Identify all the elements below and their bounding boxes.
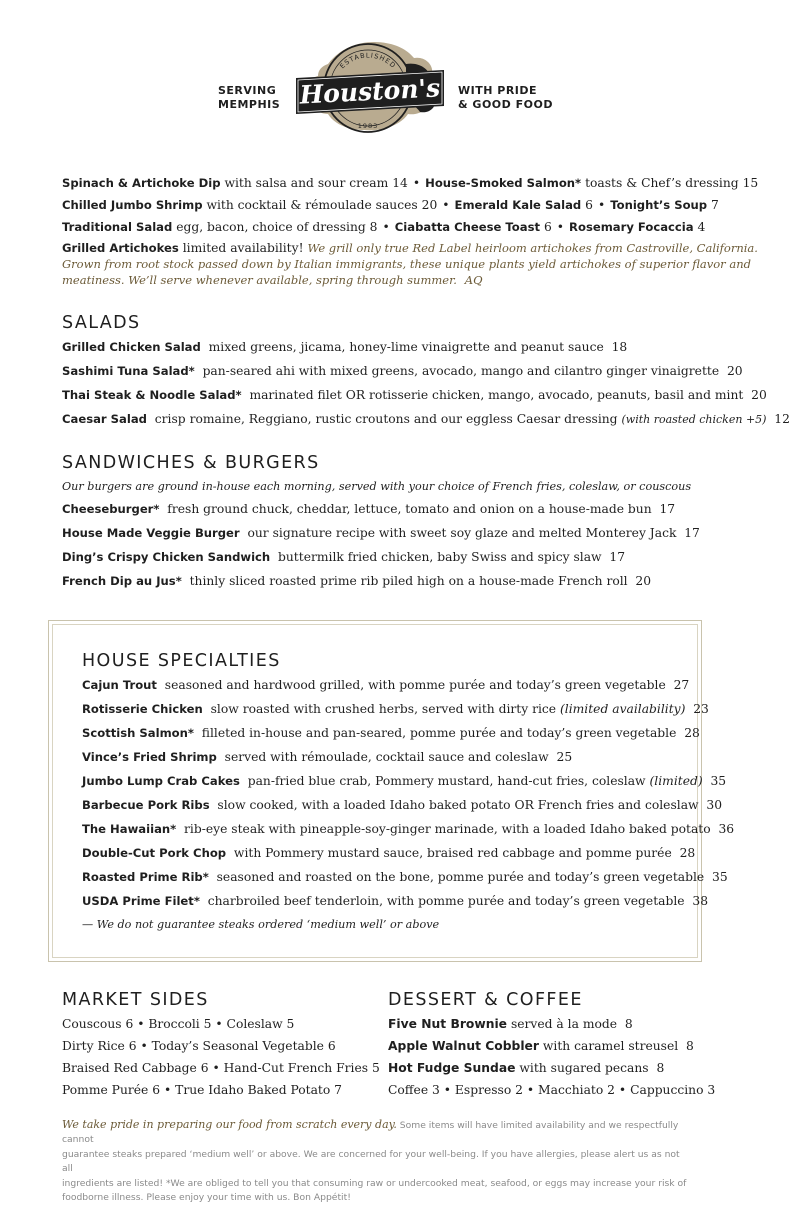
menu-item-price: 20 (751, 388, 767, 402)
menu-item-name: Rotisserie Chicken (82, 702, 203, 716)
with-pride-tag (458, 84, 558, 112)
menu-item-price: 8 (656, 1061, 665, 1075)
menu-item-price: 7 (711, 198, 719, 212)
menu-item-name: French Dip au Jus* (62, 574, 182, 588)
specialty-item (82, 748, 572, 766)
menu-item-price: 28 (684, 726, 700, 740)
menu-item-name: Grilled Chicken Salad (62, 340, 201, 354)
specialty-item (82, 772, 726, 790)
menu-item-name: Double-Cut Pork Chop (82, 846, 227, 860)
menu-item-sashimi-tuna-salad (62, 362, 743, 380)
menu-item-price: 27 (673, 678, 690, 692)
menu-item-price: 36 (718, 822, 735, 836)
menu-item-name: Caesar Salad (62, 412, 147, 426)
specialty-item (82, 796, 722, 814)
specialty-item (82, 724, 700, 742)
menu-item-desc: filleted in-house and pan-seared, pomme purée and today’s green vegetable (201, 726, 677, 740)
dessert-heading: DESSERT & COFFEE (388, 990, 583, 1010)
menu-item-price: 20 (421, 198, 438, 212)
specialties-heading: HOUSE SPECIALTIES (82, 651, 281, 671)
logo-established-text: ESTABLISHED (338, 51, 398, 71)
logo-year: 1983 (357, 122, 379, 130)
menu-item-desc: pan-seared ahi with mixed greens, avocado, mango and cilantro ginger vinaigrette (202, 364, 720, 378)
salads-heading: SALADS (62, 313, 141, 333)
menu-item-desc: seasoned and roasted on the bone, pomme purée and today’s green vegetable (216, 870, 705, 884)
menu-item-price: 12 (774, 412, 790, 426)
footer-lead: We take pride in preparing our food from scratch every day. (62, 1118, 397, 1131)
menu-item-price: 20 (726, 364, 743, 378)
menu-item-desc: our signature recipe with sweet soy glaze and melted Monterey Jack (247, 526, 677, 540)
menu-item-desc: pan-fried blue crab, Pommery mustard, hand-cut fries, coleslaw (247, 774, 646, 788)
specialty-item (82, 820, 734, 838)
menu-item-name: Barbecue Pork Ribs (82, 798, 210, 812)
menu-item-price: 6 (543, 220, 552, 234)
specialty-item (82, 868, 728, 886)
menu-item-name: Traditional Salad (62, 220, 173, 234)
menu-item-name: Ciabatta Cheese Toast (394, 220, 541, 234)
starters-row-1: Spinach & Artichoke Dip with salsa and sour cream 14 • House-Smoked Salmon* toasts & Chef’s dressing 15 (62, 176, 759, 190)
menu-item-name: Hot Fudge Sundae (388, 1061, 516, 1075)
sides-row: Dirty Rice 6 • Today’s Seasonal Vegetable 6 (62, 1039, 336, 1053)
menu-item-desc: egg, bacon, choice of dressing (176, 220, 366, 234)
menu-item-desc: with Pommery mustard sauce, braised red cabbage and pomme purée (233, 846, 672, 860)
menu-item-price: 15 (742, 176, 759, 190)
menu-item-desc: slow roasted with crushed herbs, served with dirty rice (210, 702, 557, 716)
houstons-logo (288, 34, 452, 142)
menu-item-name: Ding’s Crispy Chicken Sandwich (62, 550, 271, 564)
menu-item-name: Rosemary Focaccia (569, 220, 694, 234)
menu-item-desc: with caramel streusel (542, 1039, 679, 1053)
menu-item-desc: with sugared pecans (519, 1061, 649, 1075)
dessert-list (388, 1013, 715, 1101)
sides-row: Pomme Purée 6 • True Idaho Baked Potato 7 (62, 1083, 343, 1097)
menu-item-name: Tonight’s Soup (610, 198, 708, 212)
menu-item-grilled-chicken-salad (62, 338, 627, 356)
coffee-row: Coffee 3 • Espresso 2 • Macchiato 2 • Cappuccino 3 (388, 1083, 716, 1097)
menu-item-price: 8 (686, 1039, 694, 1053)
footer-disclaimer (62, 1118, 688, 1205)
menu-item-desc: fresh ground chuck, cheddar, lettuce, tomato and onion on a house-made bun (167, 502, 652, 516)
specialty-item (82, 892, 708, 910)
menu-item-name: Vince’s Fried Shrimp (82, 750, 217, 764)
menu-item-name: The Hawaiian* (82, 822, 177, 836)
menu-item-french-dip (62, 572, 651, 590)
menu-item-veggie-burger (62, 524, 700, 542)
menu-item-desc: marinated filet OR rotisserie chicken, mango, avocado, peanuts, basil and mint (249, 388, 744, 402)
specialty-item (82, 676, 689, 694)
menu-item-desc: limited availability! (182, 241, 304, 255)
menu-item-name: Jumbo Lump Crab Cakes (82, 774, 240, 788)
menu-item-desc: with salsa and sour cream (224, 176, 389, 190)
left-tag-line-2: MEMPHIS (218, 98, 281, 111)
artichokes-item (62, 240, 758, 288)
menu-item-extra: (limited availability) (559, 702, 686, 716)
menu-item-thai-steak-salad (62, 386, 767, 404)
menu-item-name: Cheeseburger* (62, 502, 160, 516)
menu-item-price: 38 (692, 894, 709, 908)
menu-item-price: 30 (706, 798, 723, 812)
menu-item-caesar-salad (62, 410, 790, 429)
menu-item-price: 20 (635, 574, 652, 588)
menu-item-name: House-Smoked Salmon* (425, 176, 582, 190)
menu-item-name: Apple Walnut Cobbler (388, 1039, 539, 1053)
menu-item-desc: thinly sliced roasted prime rib piled high on a house-made French roll (189, 574, 628, 588)
menu-item-name: Cajun Trout (82, 678, 157, 692)
menu-item-price: 17 (609, 550, 626, 564)
menu-item-price: 6 (585, 198, 593, 212)
menu-item-name: House Made Veggie Burger (62, 526, 240, 540)
menu-item-desc: served à la mode (510, 1017, 618, 1031)
menu-item-name: Thai Steak & Noodle Salad* (62, 388, 242, 402)
menu-item-price: 35 (710, 774, 727, 788)
left-tag-line-1: SERVING (218, 84, 277, 97)
menu-item-price: 17 (684, 526, 700, 540)
menu-item-price: 28 (679, 846, 696, 860)
menu-item-name: Roasted Prime Rib* (82, 870, 209, 884)
menu-item-price: 35 (712, 870, 728, 884)
menu-item-price: 8 (624, 1017, 633, 1031)
footer-text: guarantee steaks prepared ‘medium well’ or above. We are concerned for your well-being. If you have allergies, please alert us as not all (62, 1148, 680, 1175)
menu-item-price: 17 (659, 502, 676, 516)
market-sides-list (62, 1013, 380, 1101)
menu-item-desc: buttermilk fried chicken, baby Swiss and spicy slaw (278, 550, 602, 564)
menu-item-desc: with cocktail & rémoulade sauces (206, 198, 418, 212)
starters-row-3: Traditional Salad egg, bacon, choice of dressing 8 • Ciabatta Cheese Toast 6 • Rosemary Focaccia 4 (62, 220, 706, 234)
footer-text: Some items will have limited availability and we respectfully cannot (62, 1120, 679, 1146)
market-sides-heading: MARKET SIDES (62, 990, 209, 1010)
menu-item-desc: seasoned and hardwood grilled, with pomme purée and today’s green vegetable (164, 678, 666, 692)
menu-item-price: 25 (556, 750, 573, 764)
sandwiches-note: Our burgers are ground in-house each morning, served with your choice of French fries, coleslaw, or couscous (62, 480, 692, 493)
sides-row: Braised Red Cabbage 6 • Hand-Cut French Fries 5 (62, 1061, 380, 1075)
menu-item-desc: slow cooked, with a loaded Idaho baked potato OR French fries and coleslaw (217, 798, 699, 812)
menu-item-name: Five Nut Brownie (388, 1017, 508, 1031)
sides-row: Couscous 6 • Broccoli 5 • Coleslaw 5 (62, 1017, 295, 1031)
menu-item-price: 4 (697, 220, 706, 234)
menu-item-price: 14 (392, 176, 408, 190)
menu-item-sundae (388, 1057, 715, 1079)
menu-item-name: Scottish Salmon* (82, 726, 194, 740)
starters-row-2: Chilled Jumbo Shrimp with cocktail & rémoulade sauces 20 • Emerald Kale Salad 6 • Tonight’s Soup 7 (62, 198, 719, 212)
menu-item-name: Sashimi Tuna Salad* (62, 364, 195, 378)
menu-item-cobbler (388, 1035, 715, 1057)
specialty-item (82, 844, 695, 862)
artichokes-note-1: We grill only true Red Label heirloom artichokes from Castroville, California. (307, 241, 758, 255)
artichokes-note-2: Grown from root stock passed down by Italian immigrants, these unique plants yield artichokes of superior flavor and (62, 257, 751, 271)
serving-memphis-tag (218, 84, 281, 112)
menu-header (0, 34, 750, 144)
logo-name: Houston's (298, 73, 441, 110)
menu-item-brownie (388, 1013, 715, 1035)
menu-item-crispy-chicken (62, 548, 625, 566)
menu-item-price: 23 (693, 702, 709, 716)
menu-item-price: AQ (464, 273, 483, 287)
right-tag-line-2: & GOOD FOOD (458, 98, 553, 111)
menu-item-name: Spinach & Artichoke Dip (62, 176, 221, 190)
right-tag-line-1: WITH PRIDE (458, 84, 538, 97)
menu-item-desc: charbroiled beef tenderloin, with pomme purée and today’s green vegetable (207, 894, 685, 908)
menu-item-price: 8 (369, 220, 378, 234)
menu-item-name: Emerald Kale Salad (454, 198, 582, 212)
specialty-item (82, 700, 709, 718)
menu-item-desc: served with rémoulade, cocktail sauce and coleslaw (224, 750, 549, 764)
menu-item-extra: (limited) (649, 774, 703, 788)
steak-note: — We do not guarantee steaks ordered ‘medium well’ or above (82, 918, 440, 931)
menu-item-desc: rib-eye steak with pineapple-soy-ginger marinade, with a loaded Idaho baked potato (184, 822, 711, 836)
menu-item-name: USDA Prime Filet* (82, 894, 200, 908)
menu-item-desc: crisp romaine, Reggiano, rustic croutons and our eggless Caesar dressing (154, 412, 618, 426)
menu-item-name: Grilled Artichokes (62, 241, 179, 255)
menu-item-desc: toasts & Chef’s dressing (585, 176, 739, 190)
artichokes-note-3: meatiness. We’ll serve whenever available, spring through summer. (62, 273, 457, 287)
menu-item-extra: (with roasted chicken +5) (621, 413, 767, 426)
menu-item-desc: mixed greens, jicama, honey-lime vinaigrette and peanut sauce (208, 340, 604, 354)
menu-item-name: Chilled Jumbo Shrimp (62, 198, 203, 212)
footer-text: ingredients are listed! *We are obliged to tell you that consuming raw or undercooked meat, seafood, or eggs may increase your risk of (62, 1177, 687, 1189)
footer-text: foodborne illness. Please enjoy your time with us. Bon Appétit! (62, 1192, 351, 1204)
menu-item-cheeseburger (62, 500, 675, 518)
sandwiches-heading: SANDWICHES & BURGERS (62, 453, 320, 473)
menu-item-price: 18 (611, 340, 628, 354)
